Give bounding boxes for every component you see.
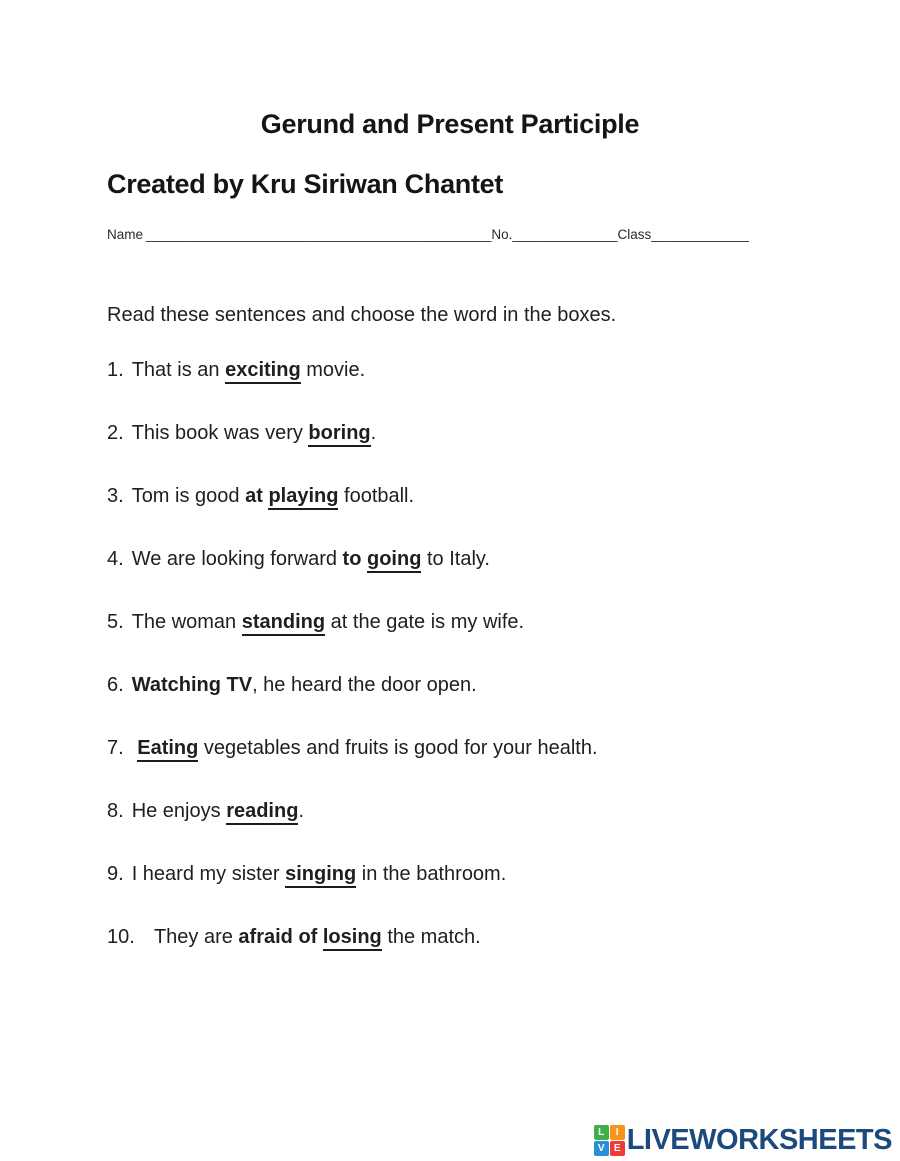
sentence-segment: vegetables and fruits is good for your health. [198, 737, 598, 759]
sentence-row [107, 924, 793, 950]
logo-square-i: I [610, 1125, 625, 1140]
name-label: Name [107, 227, 144, 242]
no-label: No. [491, 227, 513, 242]
no-blank: ______________ [512, 227, 618, 242]
sentence-row [107, 798, 793, 824]
sentence-segment: Eating [137, 737, 198, 762]
sentence-row [107, 420, 793, 446]
author-line: Created by Kru Siriwan Chantet [107, 169, 504, 199]
sentence-number: 5. [107, 611, 124, 633]
sentence-segment: The woman [131, 611, 242, 633]
sentence-segment: football. [338, 485, 415, 507]
sentence-row [107, 735, 793, 761]
sentence-segment [143, 926, 154, 948]
sentence-segment: losing [323, 926, 382, 951]
instruction-text: Read these sentences and choose the word in the boxes. [107, 304, 617, 326]
sentence-segment: exciting [225, 359, 301, 384]
sentence-number: 9. [107, 863, 124, 885]
sentence-row [107, 483, 793, 509]
sentence-row [107, 861, 793, 887]
sentence-segment: in the bathroom. [356, 863, 507, 885]
sentence-segment: at [245, 485, 263, 507]
sentence-segment: Watching TV [131, 674, 253, 696]
sentence-segment: We are looking forward [131, 548, 343, 570]
liveworksheets-logo-icon [594, 1125, 625, 1156]
sentence-segment: the match. [381, 926, 481, 948]
sentence-segment: going [367, 548, 421, 573]
sentence-row [107, 546, 793, 572]
logo-square-v: V [594, 1141, 609, 1156]
sentence-number: 8. [107, 800, 124, 822]
sentence-row [107, 672, 793, 698]
sentence-number: 7. [107, 737, 124, 759]
logo-square-e: E [610, 1141, 625, 1156]
sentence-row [107, 357, 793, 383]
class-label: Class [617, 227, 652, 242]
name-line [107, 226, 793, 244]
sentence-segment: I heard my sister [131, 863, 286, 885]
sentence-segment: movie. [300, 359, 366, 381]
sentence-segment: This book was very [131, 422, 309, 444]
sentence-segment: to [342, 548, 362, 570]
sentence-list [107, 357, 793, 950]
sentence-segment: at the gate is my wife. [325, 611, 525, 633]
sentence-row [107, 609, 793, 635]
class-blank: _____________ [651, 227, 749, 242]
sentence-segment: to Italy. [421, 548, 490, 570]
sentence-segment: He enjoys [131, 800, 227, 822]
liveworksheets-brand-link[interactable] [594, 1124, 892, 1157]
sentence-number: 6. [107, 674, 124, 696]
brand-text: LIVEWORKSHEETS [626, 1124, 892, 1156]
sentence-segment: boring [308, 422, 370, 447]
sentence-segment: Tom is good [131, 485, 246, 507]
sentence-number: 10. [107, 926, 135, 948]
sentence-segment: , he heard the door open. [252, 674, 477, 696]
sentence-segment: . [298, 800, 304, 822]
sentence-number: 4. [107, 548, 124, 570]
sentence-segment: singing [285, 863, 356, 888]
sentence-number: 3. [107, 485, 124, 507]
sentence-segment: They are [153, 926, 239, 948]
sentence-number: 2. [107, 422, 124, 444]
sentence-segment: That is an [131, 359, 226, 381]
sentence-segment: reading [226, 800, 298, 825]
name-blank: ______________________________________________ [146, 227, 492, 242]
sentence-segment: playing [268, 485, 338, 510]
sentence-segment: standing [242, 611, 325, 636]
logo-square-l: L [594, 1125, 609, 1140]
page-title: Gerund and Present Participle [260, 109, 640, 139]
sentence-number: 1. [107, 359, 124, 381]
sentence-segment: . [370, 422, 377, 444]
sentence-segment: afraid of [238, 926, 323, 948]
